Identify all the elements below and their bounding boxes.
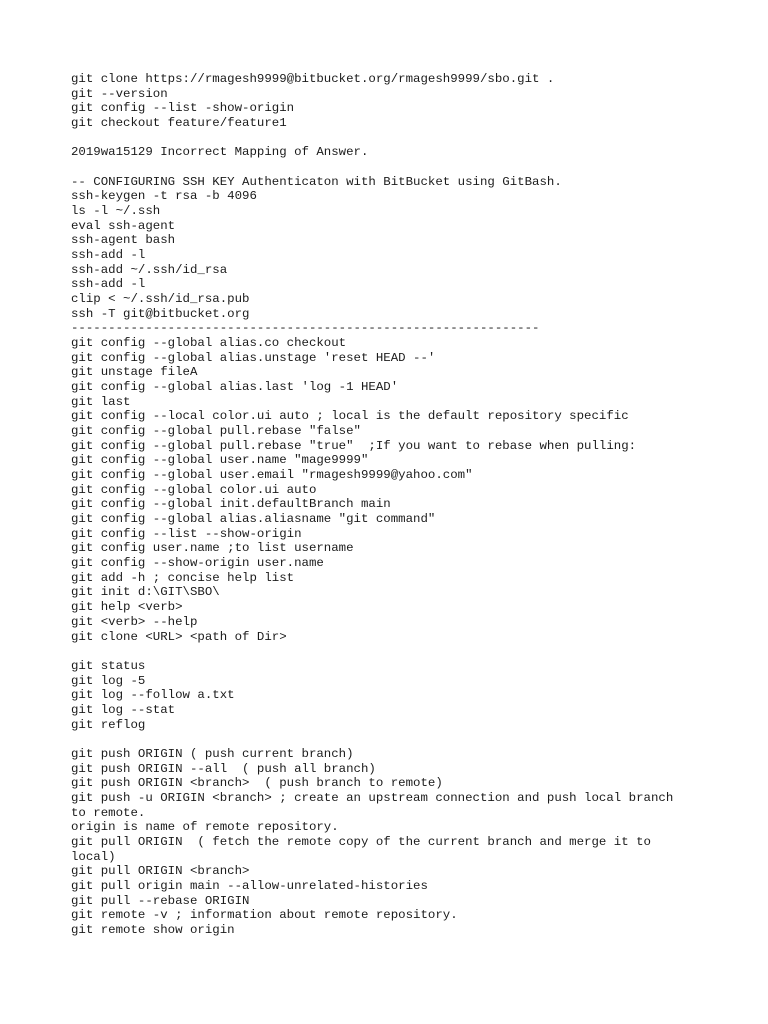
text-line: git config --global pull.rebase "true" ;If you want to rebase when pulling:: [71, 438, 637, 453]
text-line: git config --global alias.last 'log -1 HEAD': [71, 380, 399, 395]
text-line: git checkout feature/feature1: [71, 116, 287, 131]
text-line: git log --stat: [71, 702, 176, 717]
text-line: git push ORIGIN --all ( push all branch): [71, 761, 376, 776]
text-line: git config --global color.ui auto: [71, 482, 317, 497]
text-line: ssh-add -l: [71, 248, 146, 263]
text-line: git config --global alias.aliasname "git command": [71, 512, 436, 527]
text-line: git clone <URL> <path of Dir>: [71, 629, 287, 644]
text-line: git pull origin main --allow-unrelated-histories: [71, 878, 428, 893]
text-line: git config user.name ;to list username: [71, 541, 354, 556]
document-page: [71, 72, 711, 938]
text-line: ssh-agent bash: [71, 233, 176, 248]
text-line: clip < ~/.ssh/id_rsa.pub: [71, 292, 250, 307]
text-line: git config --global user.name "mage9999": [71, 453, 369, 468]
text-line: git remote -v ; information about remote repository.: [71, 908, 458, 923]
text-line: git push ORIGIN <branch> ( push branch to remote): [71, 776, 443, 791]
text-line: git pull ORIGIN <branch>: [71, 864, 250, 879]
text-line: git add -h ; concise help list: [71, 570, 295, 585]
text-line: git remote show origin: [71, 922, 235, 937]
text-line: git <verb> --help: [71, 614, 198, 629]
divider-line: ---------------------------------------------------------------: [71, 321, 540, 336]
text-line: ssh-add ~/.ssh/id_rsa: [71, 262, 228, 277]
text-line: git help <verb>: [71, 600, 183, 615]
text-line: git config --global pull.rebase "false": [71, 424, 361, 439]
text-line: git config --global alias.co checkout: [71, 336, 347, 351]
text-line: git log -5: [71, 673, 146, 688]
text-line: git reflog: [71, 717, 146, 732]
text-line: git pull --rebase ORIGIN: [71, 893, 250, 908]
blank-line: [71, 131, 711, 146]
text-line: git config --list --show-origin: [71, 526, 302, 541]
text-line: origin is name of remote repository.: [71, 820, 339, 835]
text-line: git push -u ORIGIN <branch> ; create an upstream connection and push local branch: [71, 790, 674, 805]
text-line: local): [71, 849, 116, 864]
text-line: git log --follow a.txt: [71, 688, 235, 703]
section-heading: -- CONFIGURING SSH KEY Authenticaton with BitBucket using GitBash.: [71, 174, 562, 189]
text-line: to remote.: [71, 805, 146, 820]
blank-line: [71, 644, 711, 659]
text-line: git config --global init.defaultBranch main: [71, 497, 391, 512]
text-line: eval ssh-agent: [71, 218, 176, 233]
text-line: 2019wa15129 Incorrect Mapping of Answer.: [71, 145, 369, 160]
text-line: git init d:\GIT\SBO\: [71, 585, 220, 600]
text-line: git status: [71, 658, 146, 673]
blank-line: [71, 732, 711, 747]
text-line: ssh-keygen -t rsa -b 4096: [71, 189, 257, 204]
text-line: git config --global user.email "rmagesh9999@yahoo.com": [71, 468, 473, 483]
text-line: git config --show-origin user.name: [71, 556, 324, 571]
blank-line: [71, 160, 711, 175]
text-line: git clone https://rmagesh9999@bitbucket.org/rmagesh9999/sbo.git .: [71, 72, 555, 86]
text-line: ssh -T git@bitbucket.org: [71, 306, 250, 321]
text-line: git --version: [71, 86, 168, 101]
text-line: git config --list -show-origin: [71, 101, 295, 116]
text-line: git push ORIGIN ( push current branch): [71, 746, 354, 761]
text-line: git config --local color.ui auto ; local is the default repository specific: [71, 409, 629, 424]
text-line: ls -l ~/.ssh: [71, 204, 161, 219]
text-line: git pull ORIGIN ( fetch the remote copy of the current branch and merge it to: [71, 834, 651, 849]
text-line: git last: [71, 394, 131, 409]
text-line: ssh-add -l: [71, 277, 146, 292]
text-line: git unstage fileA: [71, 365, 198, 380]
text-line: git config --global alias.unstage 'reset HEAD --': [71, 350, 436, 365]
